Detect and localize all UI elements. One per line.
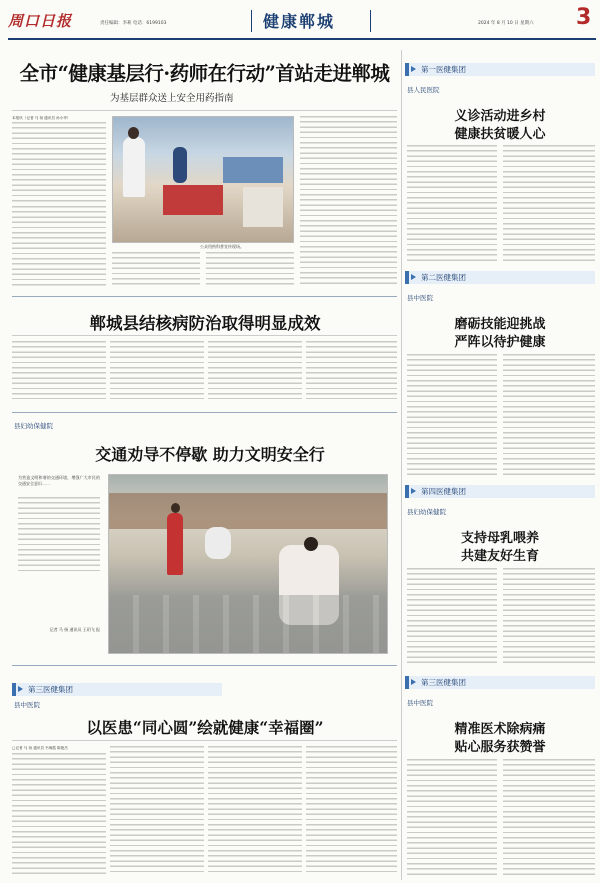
lead-byline: 本报讯（记者 马 扬 通讯员 孙小华） [12,116,71,120]
masthead [8,4,596,40]
right-section-header-4: 第三医健集团 [405,676,595,689]
right-section-header-2: 第二医健集团 [405,271,595,284]
lead-subtitle: 为基层群众送上安全用药指南 [110,93,234,104]
a2-headline-line2: 严阵以待护健康 [454,335,546,350]
a4-hospital: 县中医院 [407,699,433,707]
a4-headline-line1: 精准医术除病痛 [454,722,546,737]
bottom-left-section-header: 第三医健集团 [12,683,222,696]
section-title: 健康郸城 [263,12,336,31]
issue-date: 2024 年 8 月 10 日 星期六 [478,21,534,26]
a2-headline-line1: 磨砺技能迎挑战 [454,317,546,332]
traffic-hospital: 县妇幼保健院 [14,422,53,430]
right-section-header-3: 第四医健集团 [405,485,595,498]
lead-photo [112,116,294,243]
a3-headline-line2: 共建友好生育 [460,549,539,564]
bottom-hospital: 县中医院 [14,701,40,709]
a1-hospital: 县人民医院 [407,86,440,94]
bottom-byline: □记者 马 扬 通讯员 韦海霞 陈艳杰 [12,746,68,750]
tb-headline: 郸城县结核病防治取得明显成效 [89,314,321,333]
right-section-header-1: 第一医健集团 [405,63,595,76]
traffic-photo [108,474,388,654]
a3-headline-line1: 支持母乳喂养 [460,531,539,546]
traffic-headline: 交通劝导不停歇 助力文明安全行 [95,445,325,464]
bottom-headline: 以医患“同心圆”绘就健康“幸福圈” [86,718,324,737]
a1-headline-line2: 健康扶贫暖人心 [454,127,546,142]
lead-headline: 全市“健康基层行·药师在行动”首站走进郸城 [19,62,390,85]
traffic-byline: 记者 马 扬 通讯员 王玥飞 报 [49,627,100,632]
a2-hospital: 县中医院 [407,294,433,302]
a3-hospital: 县妇幼保健院 [407,508,446,516]
lead-photo-caption: 公众用药科普宣传现场。 [200,244,244,249]
a4-headline-line2: 贴心服务获赞誉 [454,740,546,755]
editor-info: 责任编辑：李莉 电话：6199103 [100,21,167,26]
traffic-caption: 为营造文明和谐的交通环境，增强广大市民的交通安全意识…… [18,475,100,486]
page-number: 3 [576,5,592,30]
a1-headline-line1: 义诊活动进乡村 [454,109,546,124]
newspaper-logo: 周口日报 [8,12,73,30]
